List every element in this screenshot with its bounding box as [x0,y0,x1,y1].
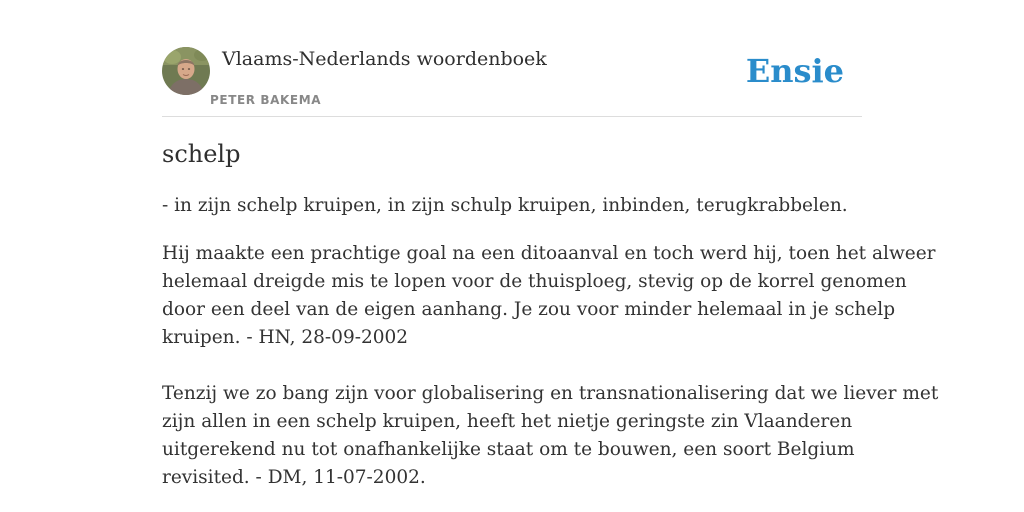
author-avatar[interactable] [162,47,210,95]
entry-word: schelp [162,140,241,168]
brand-logo[interactable]: Ensie [745,52,844,90]
example-line: helemaal dreigde mis te lopen voor de thuisploeg, stevig op de korrel genomen [162,271,907,292]
dictionary-title[interactable]: Vlaams-Nederlands woordenboek [222,48,547,70]
example-line: Hij maakte een prachtige goal na een ditoaanval en toch werd hij, toen het alweer [162,243,936,264]
example-quote [162,380,939,492]
entry-definition: - in zijn schelp kruipen, in zijn schulp kruipen, inbinden, terugkrabbelen. [162,195,848,216]
example-line: uitgerekend nu tot onafhankelijke staat om te bouwen, een soort Belgium [162,439,855,460]
header [162,46,862,117]
example-line: door een deel van de eigen aanhang. Je zou voor minder helemaal in je schelp [162,299,896,320]
example-line: kruipen. - HN, 28-09-2002 [162,327,409,348]
avatar-photo-icon [162,47,210,95]
example-line: revisited. - DM, 11-07-2002. [162,467,426,488]
example-quote [162,240,936,352]
example-line: zijn allen in een schelp kruipen, heeft het nietje geringste zin Vlaanderen [162,411,853,432]
example-line: Tenzij we zo bang zijn voor globalisering en transnationalisering dat we liever met [162,383,939,404]
author-name[interactable]: PETER BAKEMA [210,93,322,107]
